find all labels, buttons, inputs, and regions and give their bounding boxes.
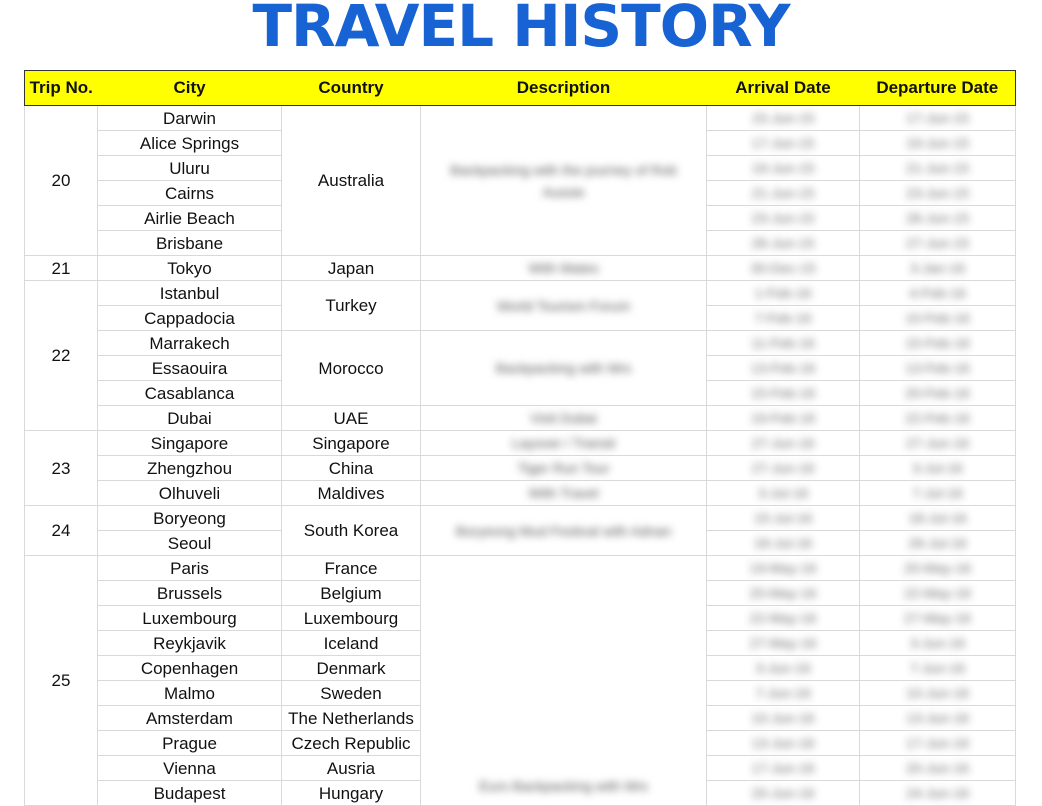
arrival-date-cell[interactable]: [707, 656, 860, 681]
description-text: World Tourism Forum: [496, 297, 631, 314]
country-cell[interactable]: Hungary: [282, 781, 421, 806]
departure-date-cell[interactable]: [860, 681, 1016, 706]
city-cell[interactable]: Essaouira: [98, 356, 282, 381]
arrival-date-text: 19-Jun-15: [751, 160, 815, 176]
departure-date-text: 22-May-16: [904, 585, 971, 601]
departure-date-cell[interactable]: [860, 306, 1016, 331]
departure-date-cell[interactable]: [860, 656, 1016, 681]
departure-date-cell[interactable]: [860, 581, 1016, 606]
arrival-date-text: 11-Feb-16: [751, 335, 815, 351]
arrival-date-text: 15-Feb-16: [750, 385, 816, 401]
departure-date-text: 23-Jun-15: [905, 185, 970, 201]
description-cell[interactable]: [421, 406, 707, 431]
arrival-date-cell[interactable]: [707, 606, 860, 631]
departure-date-text: 7-Jul-16: [912, 485, 963, 501]
description-cell[interactable]: [421, 431, 707, 456]
arrival-date-text: 30-Dec-15: [750, 260, 816, 276]
arrival-date-cell[interactable]: [707, 156, 860, 181]
departure-date-cell[interactable]: [860, 606, 1016, 631]
departure-date-text: 17-Jun-16: [905, 735, 970, 751]
description-text: Euro Backpacking with Mrs: [479, 778, 648, 794]
departure-date-text: 3-Jan-16: [909, 260, 966, 276]
arrival-date-cell[interactable]: [707, 456, 860, 481]
arrival-date-cell[interactable]: [707, 331, 860, 356]
table-row: [25, 106, 1016, 131]
departure-date-cell[interactable]: [860, 406, 1016, 431]
arrival-date-cell[interactable]: [707, 406, 860, 431]
arrival-date-text: 22-May-16: [749, 610, 817, 626]
city-cell[interactable]: Luxembourg: [98, 606, 282, 631]
trip-no-cell[interactable]: 22: [25, 281, 98, 431]
departure-date-cell[interactable]: [860, 381, 1016, 406]
city-cell[interactable]: Olhuveli: [98, 481, 282, 506]
arrival-date-cell[interactable]: [707, 681, 860, 706]
city-cell[interactable]: Tokyo: [98, 256, 282, 281]
description-text: With Travel: [528, 485, 599, 501]
arrival-date-cell[interactable]: [707, 781, 860, 806]
departure-date-cell[interactable]: [860, 506, 1016, 531]
arrival-date-text: 10-Jun-16: [751, 710, 815, 726]
departure-date-cell[interactable]: [860, 456, 1016, 481]
arrival-date-text: 19-Feb-16: [750, 410, 816, 426]
arrival-date-cell[interactable]: [707, 531, 860, 556]
description-cell[interactable]: [421, 256, 707, 281]
departure-date-text: 18-Jul-16: [908, 510, 967, 526]
departure-date-text: 17-Jun-15: [905, 110, 970, 126]
arrival-date-text: 15-Jun-15: [751, 110, 815, 126]
table-row: [25, 406, 1016, 431]
arrival-date-text: 3-Jul-16: [757, 485, 809, 501]
description-cell[interactable]: [421, 106, 707, 256]
country-cell[interactable]: Denmark: [282, 656, 421, 681]
city-cell[interactable]: Alice Springs: [98, 131, 282, 156]
arrival-date-text: 19-May-16: [749, 560, 817, 576]
description-cell[interactable]: [421, 556, 707, 806]
arrival-date-text: 27-Jun-16: [751, 435, 815, 451]
arrival-date-cell[interactable]: [707, 431, 860, 456]
arrival-date-cell[interactable]: [707, 181, 860, 206]
arrival-date-text: 18-Jul-16: [753, 535, 813, 551]
departure-date-cell[interactable]: [860, 156, 1016, 181]
departure-date-cell[interactable]: [860, 231, 1016, 256]
country-cell[interactable]: Turkey: [282, 281, 421, 331]
description-cell[interactable]: [421, 481, 707, 506]
departure-date-cell[interactable]: [860, 131, 1016, 156]
city-cell[interactable]: Prague: [98, 731, 282, 756]
city-cell[interactable]: Brisbane: [98, 231, 282, 256]
arrival-date-text: 26-Jun-15: [751, 235, 815, 251]
table-row: [25, 481, 1016, 506]
departure-date-cell[interactable]: [860, 781, 1016, 806]
arrival-date-cell[interactable]: [707, 381, 860, 406]
departure-date-text: 20-Jun-16: [905, 760, 970, 776]
header-departure-date[interactable]: Departure Date: [860, 71, 1016, 106]
arrival-date-cell[interactable]: [707, 581, 860, 606]
departure-date-cell[interactable]: [860, 281, 1016, 306]
city-cell[interactable]: Brussels: [98, 581, 282, 606]
departure-date-text: 26-Jun-15: [905, 210, 970, 226]
travel-history-table: [24, 70, 1016, 806]
city-cell[interactable]: Casablanca: [98, 381, 282, 406]
city-cell[interactable]: Zhengzhou: [98, 456, 282, 481]
description-text: Boryeong Mud Festival with Adnan: [455, 522, 672, 539]
table-row: [25, 456, 1016, 481]
arrival-date-cell[interactable]: [707, 131, 860, 156]
arrival-date-text: 27-Jun-16: [751, 460, 815, 476]
departure-date-cell[interactable]: [860, 181, 1016, 206]
description-cell[interactable]: [421, 331, 707, 406]
arrival-date-text: 20-Jun-16: [751, 785, 815, 801]
arrival-date-text: 15-Jul-16: [753, 510, 813, 526]
arrival-date-cell[interactable]: [707, 206, 860, 231]
arrival-date-cell[interactable]: [707, 506, 860, 531]
country-cell[interactable]: France: [282, 556, 421, 581]
city-cell[interactable]: Reykjavik: [98, 631, 282, 656]
table-body: [25, 106, 1016, 806]
arrival-date-text: 3-Jun-16: [755, 660, 811, 676]
country-cell[interactable]: Luxembourg: [282, 606, 421, 631]
city-cell[interactable]: Uluru: [98, 156, 282, 181]
arrival-date-text: 21-Jun-15: [751, 185, 815, 201]
departure-date-cell[interactable]: [860, 356, 1016, 381]
arrival-date-cell[interactable]: [707, 256, 860, 281]
table-row: [25, 256, 1016, 281]
departure-date-text: 7-Jun-16: [909, 660, 966, 676]
arrival-date-cell[interactable]: [707, 481, 860, 506]
departure-date-cell[interactable]: [860, 756, 1016, 781]
city-cell[interactable]: Marrakech: [98, 331, 282, 356]
departure-date-text: 27-May-16: [904, 610, 971, 626]
city-cell[interactable]: Darwin: [98, 106, 282, 131]
city-cell[interactable]: Seoul: [98, 531, 282, 556]
city-cell[interactable]: Airlie Beach: [98, 206, 282, 231]
arrival-date-cell[interactable]: [707, 231, 860, 256]
description-text: Backpacking with Mrs: [495, 360, 632, 376]
city-cell[interactable]: Budapest: [98, 781, 282, 806]
city-cell[interactable]: Cairns: [98, 181, 282, 206]
arrival-date-cell[interactable]: [707, 356, 860, 381]
country-cell[interactable]: Ausria: [282, 756, 421, 781]
departure-date-cell[interactable]: [860, 706, 1016, 731]
country-cell[interactable]: Morocco: [282, 331, 421, 406]
header-trip-no[interactable]: Trip No.: [25, 71, 98, 106]
arrival-date-cell[interactable]: [707, 731, 860, 756]
header-arrival-date[interactable]: Arrival Date: [707, 71, 860, 106]
table-row: [25, 506, 1016, 531]
country-cell[interactable]: Maldives: [282, 481, 421, 506]
arrival-date-text: 13-Feb-16: [750, 360, 816, 376]
city-cell[interactable]: Dubai: [98, 406, 282, 431]
departure-date-text: 24-Jun-16: [905, 785, 970, 801]
arrival-date-cell[interactable]: [707, 706, 860, 731]
trip-no-cell[interactable]: 24: [25, 506, 98, 556]
page-title: TRAVEL HISTORY: [252, 0, 790, 60]
departure-date-cell[interactable]: [860, 331, 1016, 356]
arrival-date-text: 27-May-16: [749, 635, 817, 651]
arrival-date-cell[interactable]: [707, 556, 860, 581]
table-row: [25, 281, 1016, 306]
trip-no-cell[interactable]: 21: [25, 256, 98, 281]
country-cell[interactable]: The Netherlands: [282, 706, 421, 731]
arrival-date-text: 23-Jun-15: [751, 210, 815, 226]
city-cell[interactable]: Singapore: [98, 431, 282, 456]
description-text: With Mates: [528, 260, 599, 276]
table-row: [25, 331, 1016, 356]
header-row: [25, 71, 1016, 106]
departure-date-text: 27-Jun-16: [905, 435, 970, 451]
country-cell[interactable]: Sweden: [282, 681, 421, 706]
departure-date-cell[interactable]: [860, 106, 1016, 131]
description-text: Layover / Transit: [511, 435, 616, 451]
trip-no-cell[interactable]: 20: [25, 106, 98, 256]
departure-date-text: 4-Feb-16: [909, 285, 966, 301]
departure-date-text: 20-Feb-16: [905, 385, 970, 401]
country-cell[interactable]: Belgium: [282, 581, 421, 606]
description-text: Tiger Run Tour: [517, 460, 610, 476]
departure-date-text: 10-Feb-16: [905, 310, 970, 326]
description-text: Visit Dubai: [530, 410, 597, 426]
trip-no-cell[interactable]: 23: [25, 431, 98, 506]
description-text: Backpacking with the journey of Rob Aussie: [450, 161, 677, 200]
departure-date-text: 10-Jun-16: [905, 685, 970, 701]
departure-date-text: 13-Jun-16: [905, 710, 970, 726]
country-cell[interactable]: Czech Republic: [282, 731, 421, 756]
city-cell[interactable]: Istanbul: [98, 281, 282, 306]
departure-date-text: 3-Jun-16: [909, 635, 966, 651]
country-cell[interactable]: Singapore: [282, 431, 421, 456]
departure-date-cell[interactable]: [860, 731, 1016, 756]
departure-date-text: 15-Feb-16: [905, 335, 970, 351]
description-cell[interactable]: [421, 456, 707, 481]
arrival-date-text: 7-Jun-16: [755, 685, 811, 701]
city-cell[interactable]: Paris: [98, 556, 282, 581]
description-cell[interactable]: [421, 506, 707, 556]
country-cell[interactable]: UAE: [282, 406, 421, 431]
departure-date-cell[interactable]: [860, 556, 1016, 581]
arrival-date-text: 1-Feb-16: [754, 285, 812, 301]
header-country[interactable]: Country: [282, 71, 421, 106]
city-cell[interactable]: Amsterdam: [98, 706, 282, 731]
city-cell[interactable]: Copenhagen: [98, 656, 282, 681]
departure-date-text: 21-Jun-15: [905, 160, 970, 176]
departure-date-text: 13-Feb-16: [905, 360, 970, 376]
departure-date-cell[interactable]: [860, 481, 1016, 506]
arrival-date-text: 17-Jun-15: [751, 135, 815, 151]
header-city[interactable]: City: [98, 71, 282, 106]
city-cell[interactable]: Malmo: [98, 681, 282, 706]
country-cell[interactable]: Australia: [282, 106, 421, 256]
departure-date-cell[interactable]: [860, 431, 1016, 456]
departure-date-cell[interactable]: [860, 206, 1016, 231]
city-cell[interactable]: Boryeong: [98, 506, 282, 531]
country-cell[interactable]: Iceland: [282, 631, 421, 656]
arrival-date-cell[interactable]: [707, 306, 860, 331]
table-row: [25, 431, 1016, 456]
departure-date-cell[interactable]: [860, 531, 1016, 556]
departure-date-text: 26-Jul-16: [908, 535, 967, 551]
departure-date-cell[interactable]: [860, 256, 1016, 281]
arrival-date-text: 17-Jun-16: [751, 760, 815, 776]
arrival-date-cell[interactable]: [707, 106, 860, 131]
country-cell[interactable]: South Korea: [282, 506, 421, 556]
arrival-date-cell[interactable]: [707, 756, 860, 781]
country-cell[interactable]: Japan: [282, 256, 421, 281]
arrival-date-cell[interactable]: [707, 281, 860, 306]
departure-date-cell[interactable]: [860, 631, 1016, 656]
country-cell[interactable]: China: [282, 456, 421, 481]
description-cell[interactable]: [421, 281, 707, 331]
arrival-date-text: 20-May-16: [749, 585, 817, 601]
city-cell[interactable]: Vienna: [98, 756, 282, 781]
departure-date-text: 3-Jul-16: [912, 460, 963, 476]
trip-no-cell[interactable]: 25: [25, 556, 98, 806]
table-row: [25, 556, 1016, 581]
city-cell[interactable]: Cappadocia: [98, 306, 282, 331]
departure-date-text: 19-Jun-15: [905, 135, 970, 151]
arrival-date-cell[interactable]: [707, 631, 860, 656]
departure-date-text: 22-Feb-16: [905, 410, 970, 426]
arrival-date-text: 7-Feb-16: [754, 310, 812, 326]
departure-date-text: 20-May-16: [904, 560, 971, 576]
arrival-date-text: 13-Jun-16: [751, 735, 815, 751]
departure-date-text: 27-Jun-15: [905, 235, 970, 251]
header-description[interactable]: Description: [421, 71, 707, 106]
